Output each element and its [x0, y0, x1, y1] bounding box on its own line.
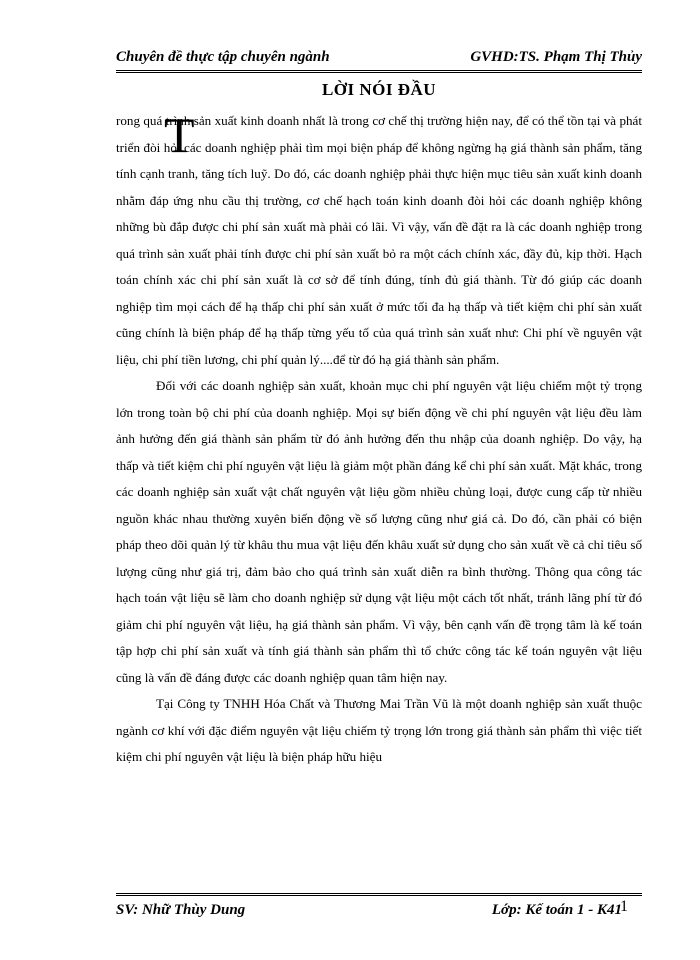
- document-body: [116, 108, 642, 771]
- page-header: [116, 40, 642, 73]
- footer-student-name: SV: Nhữ Thùy Dung: [116, 902, 246, 918]
- footer-class-name: Lớp: Kế toán 1 - K41: [491, 902, 622, 918]
- header-right-text: GVHD:TS. Phạm Thị Thủy: [470, 49, 642, 65]
- page-number: 1: [620, 898, 628, 915]
- page-title: LỜI NÓI ĐẦU: [321, 80, 437, 99]
- page-footer: [116, 893, 642, 919]
- header-left-text: Chuyên đề thực tập chuyên ngành: [116, 49, 330, 65]
- paragraph-3: Tại Công ty TNHH Hóa Chất và Thương Mai Trần Vũ là một doanh nghiệp sản xuất thuộc ngành cơ khí với đặc điểm nguyên vật liệu chiếm tỷ trọng lớn trong giá thành sản phẩm thì việc tiết kiệm chi phí nguyên vật liệu là biện pháp hữu hiệu: [116, 696, 642, 764]
- paragraph-1: rong quá trình sản xuất kinh doanh nhất là trong cơ chế thị trường hiện nay, để có thể tồn tại và phát triển đòi hỏi các doanh nghiệp phải tìm mọi biện pháp để không ngừng hạ giá thành sản phẩm, tăng tính cạnh tranh, tăng tích luỹ. Do đó, các doanh nghiệp phải thực hiện mục tiêu sản xuất kinh doanh nhằm đáp ứng nhu cầu thị trường, cơ chế hạch toán kinh doanh đòi hỏi các doanh nghiệp không những bù đắp được chi phí sản xuất mà phải có lãi. Vì vậy, vấn đề đặt ra là các doanh nghiệp trong quá trình sản xuất phải tính được chi phí sản xuất bỏ ra một cách chính xác, đầy đủ, kịp thời. Hạch toán chính xác chi phí sản xuất là cơ sở để tính đúng, tính đủ giá thành. Từ đó giúp các doanh nghiệp tìm mọi cách để hạ thấp chi phí sản xuất ở mức tối đa hạ thấp và tiết kiệm chi phí sản xuất cũng chính là biện pháp để hạ thấp từng yếu tố của quá trình sản xuất như: Chi phí về nguyên vật liệu, chi phí tiền lương, chi phí quản lý....để từ đó hạ giá thành sản phẩm.: [116, 113, 642, 367]
- paragraph-2: Đối với các doanh nghiệp sản xuất, khoản mục chi phí nguyên vật liệu chiếm một tỷ trọng lớn trong toàn bộ chi phí của doanh nghiệp. Mọi sự biến động về chi phí nguyên vật liệu đều làm ảnh hưởng đến giá thành sản phẩm từ đó ảnh hưởng đến thu nhập của doanh nghiệp. Do vậy, hạ thấp và tiết kiệm chi phí nguyên vật liệu là giảm một phần đáng kể chi phí sản xuất. Mặt khác, trong các doanh nghiệp sản xuất vật chất nguyên vật liệu gồm nhiều chủng loại, được cung cấp từ nhiều nguồn khác nhau thường xuyên biến động về số lượng cũng như giá cả. Do đó, cần phải có biện pháp theo dõi quản lý từ khâu thu mua vật liệu đến khâu xuất sử dụng cho sản xuất về cả chỉ tiêu số lượng cũng như giá trị, đảm bảo cho quá trình sản xuất diễn ra bình thường. Thông qua công tác hạch toán vật liệu sẽ làm cho doanh nghiệp sử dụng vật liệu một cách tốt nhất, tránh lãng phí từ đó giảm chi phí nguyên vật liệu, hạ giá thành sản phẩm. Vì vậy, bên cạnh vấn đề trọng tâm là kế toán tập hợp chi phí sản xuất và tính giá thành sản phẩm thì tổ chức công tác kế toán nguyên vật liệu cũng là vấn đề đáng được các doanh nghiệp quan tâm hiện nay.: [116, 378, 642, 685]
- drop-cap-letter: T: [164, 107, 195, 163]
